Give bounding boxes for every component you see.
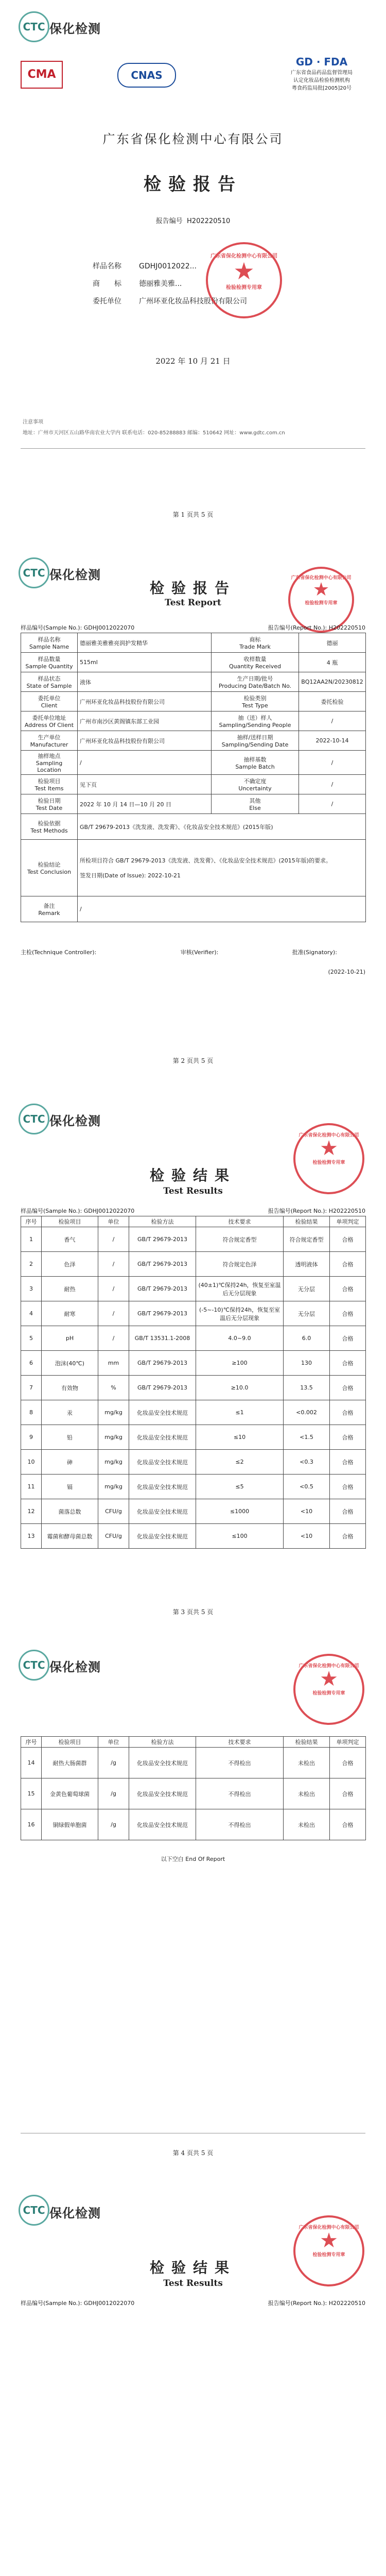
table-cell: 砷 (42, 1450, 98, 1475)
column-header: 单位 (98, 1737, 129, 1748)
table-cell: 不得检出 (196, 1778, 284, 1809)
page-number: 第 2 页共 5 页 (172, 1057, 214, 1064)
table-row (21, 1499, 366, 1524)
results-title-en: Test Results (163, 1186, 223, 1196)
table-cell: 铅 (42, 1425, 98, 1450)
table-cell: GB/T 29679-2013 (129, 1301, 196, 1326)
field-value: / (299, 751, 366, 775)
cover-field: 商 标 德丽雅美雅... (93, 280, 182, 288)
fda-line-3: 粤食药监局批[2005]20号 (292, 86, 352, 91)
table-row (21, 1301, 366, 1326)
table-cell: 符合规定香型 (284, 1227, 330, 1252)
table-cell: ≤1000 (196, 1499, 284, 1524)
table-cell: 合格 (330, 1351, 366, 1376)
table-cell: 泡沫(40℃) (42, 1351, 98, 1376)
red-seal: 广东省保化检测中心有限公司 ★ 检验检测专用章 (206, 242, 282, 318)
field-value: 2022 年 10 月 14 日—10 月 20 日 (78, 794, 212, 814)
field-value: / (299, 794, 366, 814)
column-header: 检验方法 (129, 1737, 196, 1748)
table-cell: 符合规定香型 (196, 1227, 284, 1252)
field-label: 委托单位 Client (21, 692, 78, 711)
table-row (21, 731, 366, 751)
table-cell: / (98, 1301, 129, 1326)
results-title: 检验结果 (149, 1167, 236, 1184)
ctc-logo: CTC (19, 11, 49, 42)
table-cell: 耐热大肠菌群 (42, 1748, 98, 1778)
page-number: 第 4 页共 5 页 (172, 2149, 214, 2157)
table-cell: 铜绿假单胞菌 (42, 1809, 98, 1840)
table-cell: 4.0~9.0 (196, 1326, 284, 1351)
table-cell: 合格 (330, 1326, 366, 1351)
table-cell: 10 (21, 1450, 42, 1475)
field-value: / (299, 775, 366, 794)
table-cell: 合格 (330, 1778, 366, 1809)
org-short-name: 保化检测 (49, 568, 101, 582)
table-cell: 11 (21, 1475, 42, 1499)
table-cell: 合格 (330, 1376, 366, 1400)
table-cell: GB/T 29679-2013 (129, 1252, 196, 1277)
page-number: 第 3 页共 5 页 (172, 1608, 214, 1616)
table-row (21, 1400, 366, 1425)
table-cell: 未检出 (284, 1809, 330, 1840)
red-seal: 广东省保化检测中心有限公司 ★ 检验检测专用章 (293, 1654, 364, 1725)
column-header: 技术要求 (196, 1737, 284, 1748)
field-value: 委托检验 (299, 692, 366, 711)
table-cell: 化妆品安全技术规范 (129, 1425, 196, 1450)
table-cell: 耐热 (42, 1277, 98, 1301)
table-cell: 14 (21, 1748, 42, 1778)
field-value: 4 瓶 (299, 653, 366, 672)
table-cell: /g (98, 1748, 129, 1778)
table-cell: GB/T 29679-2013 (129, 1227, 196, 1252)
table-cell: 13 (21, 1524, 42, 1549)
field-value: 见下页 (78, 775, 212, 794)
field-value: GB/T 29679-2013《洗发液、洗发膏》、《化妆品安全技术规范》(2015年版) (78, 814, 366, 840)
table-cell: <1.5 (284, 1425, 330, 1450)
cma-badge: CMA (21, 61, 63, 89)
table-cell: 合格 (330, 1277, 366, 1301)
column-header: 单位 (98, 1216, 129, 1227)
table-cell: /g (98, 1809, 129, 1840)
table-cell: mg/kg (98, 1425, 129, 1450)
field-label: 检验结论 Test Conclusion (21, 840, 78, 896)
results-title-en: Test Results (163, 2278, 223, 2289)
table-row (21, 1748, 366, 1778)
ctc-logo: CTC (19, 2195, 49, 2226)
ctc-logo: CTC (19, 1650, 49, 1681)
table-row (21, 1778, 366, 1809)
table-row (21, 1252, 366, 1277)
sample-no: 样品编号(Sample No.): GDHJ0012022070 (21, 624, 135, 631)
table-cell: 5 (21, 1326, 42, 1351)
field-label: 检验类别 Test Type (212, 692, 299, 711)
sample-no: 样品编号(Sample No.): GDHJ0012022070 (21, 2300, 135, 2307)
results-page-3 (0, 2184, 386, 2576)
ctc-logo: CTC (19, 1104, 49, 1134)
table-cell: / (98, 1227, 129, 1252)
results-table (21, 1216, 366, 1549)
table-cell: 化妆品安全技术规范 (129, 1450, 196, 1475)
table-cell: 合格 (330, 1301, 366, 1326)
results-page-1 (0, 1092, 386, 1638)
table-cell: ≤100 (196, 1524, 284, 1549)
table-cell: <0.5 (284, 1475, 330, 1499)
field-label: 检验日期 Test Date (21, 794, 78, 814)
table-cell: 耐寒 (42, 1301, 98, 1326)
cover-date: 2022 年 10 月 21 日 (155, 357, 231, 366)
column-header: 序号 (21, 1737, 42, 1748)
table-cell: % (98, 1376, 129, 1400)
gd-fda-title: GD · FDA (295, 56, 348, 68)
red-seal: 广东省保化检测中心有限公司 ★ 检验检测专用章 (293, 2215, 364, 2286)
table-cell: 合格 (330, 1809, 366, 1840)
sign-review: 审核(Verifier): (180, 949, 219, 956)
table-cell: 合格 (330, 1425, 366, 1450)
table-cell: 香气 (42, 1227, 98, 1252)
table-cell: 8 (21, 1400, 42, 1425)
report-no: 报告编号(Report No.): H202220510 (268, 624, 365, 631)
table-cell: 不得检出 (196, 1809, 284, 1840)
table-cell: 无分层 (284, 1301, 330, 1326)
report-title: 检验报告 (149, 580, 236, 597)
table-cell: 合格 (330, 1400, 366, 1425)
field-value: BQ12AA2N/20230812 (299, 672, 366, 692)
table-cell: / (98, 1326, 129, 1351)
results-title: 检验结果 (149, 2259, 236, 2276)
field-value: / (78, 896, 366, 922)
sign-signatory: 批准(Signatory): (292, 949, 337, 956)
table-cell: 15 (21, 1778, 42, 1809)
table-cell: 合格 (330, 1499, 366, 1524)
column-header: 单项判定 (330, 1216, 366, 1227)
column-header: 单项判定 (330, 1737, 366, 1748)
issue-date-bottom: (2022-10-21) (328, 969, 365, 975)
field-label: 抽样/送样日期 Sampling/Sending Date (212, 731, 299, 751)
methods-row (21, 814, 366, 840)
table-row (21, 1809, 366, 1840)
table-row (21, 1326, 366, 1351)
field-value: 广州环亚化妆品科技股份有限公司 (78, 731, 212, 751)
table-row (21, 1227, 366, 1252)
field-label: 样品状态 State of Sample (21, 672, 78, 692)
table-cell: /g (98, 1778, 129, 1809)
remark-row (21, 896, 366, 922)
field-value: 液体 (78, 672, 212, 692)
report-no: 报告编号(Report No.): H202220510 (268, 2300, 365, 2307)
field-label: 样品名称 Sample Name (21, 633, 78, 653)
red-seal: 广东省保化检测中心有限公司 ★ 检验检测专用章 (293, 1123, 364, 1194)
table-cell: 镉 (42, 1475, 98, 1499)
table-cell: mg/kg (98, 1475, 129, 1499)
column-header: 检验方法 (129, 1216, 196, 1227)
table-cell: mg/kg (98, 1400, 129, 1425)
field-label: 生产单位 Manufacturer (21, 731, 78, 751)
field-value: / (78, 751, 212, 775)
table-row (21, 775, 366, 794)
table-cell: 13.5 (284, 1376, 330, 1400)
column-header: 序号 (21, 1216, 42, 1227)
table-cell: 130 (284, 1351, 330, 1376)
table-row (21, 633, 366, 653)
table-cell: <0.3 (284, 1450, 330, 1475)
table-cell: 16 (21, 1809, 42, 1840)
table-row (21, 672, 366, 692)
field-label: 备注 Remark (21, 896, 78, 922)
table-cell: CFU/g (98, 1524, 129, 1549)
org-short-name: 保化检测 (49, 1660, 101, 1674)
table-cell: 化妆品安全技术规范 (129, 1499, 196, 1524)
field-label: 检验项目 Test Items (21, 775, 78, 794)
table-cell: (40±1)℃保持24h，恢复至室温后无分层现象 (196, 1277, 284, 1301)
table-cell: mg/kg (98, 1450, 129, 1475)
results-page-2 (0, 1638, 386, 2184)
field-label: 收样数量 Quantity Received (212, 653, 299, 672)
table-cell: <0.002 (284, 1400, 330, 1425)
field-value: 德丽雅美雅雅亮润护发精华 (78, 633, 212, 653)
table-cell: ≤10 (196, 1425, 284, 1450)
table-cell: ≥10.0 (196, 1376, 284, 1400)
cover-notice (23, 417, 362, 436)
table-header-row (21, 1216, 366, 1227)
table-cell: 6.0 (284, 1326, 330, 1351)
table-header-row (21, 1737, 366, 1748)
table-cell: 有效物 (42, 1376, 98, 1400)
table-cell: 霉菌和酵母菌总数 (42, 1524, 98, 1549)
table-row (21, 653, 366, 672)
gd-fda-badge (278, 56, 365, 91)
table-cell: 未检出 (284, 1748, 330, 1778)
table-cell: ≤1 (196, 1400, 284, 1425)
field-label: 其他 Else (212, 794, 299, 814)
results-table-continued (21, 1736, 366, 1840)
field-value: 515ml (78, 653, 212, 672)
table-cell: 6 (21, 1351, 42, 1376)
org-short-name: 保化检测 (49, 22, 101, 36)
table-cell: (-5~-10)℃保持24h，恢复至室温后无分层现象 (196, 1301, 284, 1326)
table-cell: mm (98, 1351, 129, 1376)
fda-line-1: 广东省食品药品监督管理局 (291, 70, 353, 76)
table-cell: GB/T 29679-2013 (129, 1351, 196, 1376)
table-cell: 汞 (42, 1400, 98, 1425)
table-cell: 无分层 (284, 1277, 330, 1301)
table-row (21, 1376, 366, 1400)
table-cell: 化妆品安全技术规范 (129, 1524, 196, 1549)
cover-org-name: 广东省保化检测中心有限公司 (102, 132, 284, 146)
table-cell: 4 (21, 1301, 42, 1326)
field-value: / (299, 711, 366, 731)
cover-page (0, 0, 386, 546)
table-cell: GB/T 29679-2013 (129, 1277, 196, 1301)
table-cell: 合格 (330, 1475, 366, 1499)
table-cell: 符合规定色泽 (196, 1252, 284, 1277)
field-value: 广州市南沙区黄阁镇东部工业园 (78, 711, 212, 731)
table-cell: 未检出 (284, 1778, 330, 1809)
table-cell: 金黄色葡萄球菌 (42, 1778, 98, 1809)
table-cell: / (98, 1277, 129, 1301)
table-row (21, 1450, 366, 1475)
sample-no: 样品编号(Sample No.): GDHJ0012022070 (21, 1208, 135, 1214)
table-row (21, 794, 366, 814)
table-cell: 9 (21, 1425, 42, 1450)
red-seal: 广东省保化检测中心有限公司 ★ 检验检测专用章 (288, 567, 354, 633)
field-label: 抽样地点 Sampling Location (21, 751, 78, 775)
report-info-table (21, 633, 366, 922)
field-value: 德丽 (299, 633, 366, 653)
report-no: 报告编号(Report No.): H202220510 (268, 1208, 365, 1214)
table-cell: 合格 (330, 1748, 366, 1778)
table-row (21, 751, 366, 775)
table-cell: 菌落总数 (42, 1499, 98, 1524)
field-label: 抽样基数 Sample Batch (212, 751, 299, 775)
field-label: 生产日期/批号 Producing Date/Batch No. (212, 672, 299, 692)
table-cell: GB/T 29679-2013 (129, 1376, 196, 1400)
table-cell: GB/T 13531.1-2008 (129, 1326, 196, 1351)
table-row (21, 1475, 366, 1499)
org-short-name: 保化检测 (49, 2206, 101, 2221)
field-label: 样品数量 Sample Quantity (21, 653, 78, 672)
table-cell: 化妆品安全技术规范 (129, 1809, 196, 1840)
table-row (21, 692, 366, 711)
cover-report-no: 报告编号 H202220510 (155, 217, 231, 225)
column-header: 检验结果 (284, 1216, 330, 1227)
table-cell: 合格 (330, 1450, 366, 1475)
field-label: 商标 Trade Mark (212, 633, 299, 653)
table-cell: <10 (284, 1499, 330, 1524)
table-cell: 透明液体 (284, 1252, 330, 1277)
cnas-badge: CNAS (117, 63, 176, 88)
conclusion-value: 所检项目符合 GB/T 29679-2013《洗发液、洗发膏》、《化妆品安全技术规范》(2015年版)的要求。 签发日期(Date of Issue): 2022-10-21 (78, 840, 366, 896)
table-row (21, 711, 366, 731)
signatures (21, 948, 365, 956)
table-row (21, 1351, 366, 1376)
table-cell: 3 (21, 1277, 42, 1301)
table-cell: 化妆品安全技术规范 (129, 1778, 196, 1809)
table-cell: 2 (21, 1252, 42, 1277)
table-cell: ≤5 (196, 1475, 284, 1499)
table-cell: pH (42, 1326, 98, 1351)
field-label: 抽（送）样人 Sampling/Sending People (212, 711, 299, 731)
cover-title: 检验报告 (144, 174, 242, 195)
org-short-name: 保化检测 (49, 1114, 101, 1128)
table-cell: 合格 (330, 1524, 366, 1549)
field-value: 广州环亚化妆品科技股份有限公司 (78, 692, 212, 711)
table-cell: CFU/g (98, 1499, 129, 1524)
table-cell: 合格 (330, 1227, 366, 1252)
column-header: 检验结果 (284, 1737, 330, 1748)
table-cell: / (98, 1252, 129, 1277)
table-cell: 12 (21, 1499, 42, 1524)
report-page (0, 546, 386, 1092)
table-cell: 1 (21, 1227, 42, 1252)
conclusion-row (21, 840, 366, 896)
table-cell: 化妆品安全技术规范 (129, 1748, 196, 1778)
table-row (21, 1277, 366, 1301)
field-label: 委托单位地址 Address Of Client (21, 711, 78, 731)
field-label: 检验依据 Test Methods (21, 814, 78, 840)
ctc-logo: CTC (19, 557, 49, 588)
end-of-report: 以下空白 End Of Report (161, 1856, 225, 1862)
table-cell: 不得检出 (196, 1748, 284, 1778)
page-number: 第 1 页共 5 页 (172, 511, 214, 518)
table-row (21, 1524, 366, 1549)
fda-line-2: 认定化妆品检验检测机构 (293, 78, 350, 83)
table-row (21, 1425, 366, 1450)
table-cell: ≥100 (196, 1351, 284, 1376)
table-cell: <10 (284, 1524, 330, 1549)
column-header: 检验项目 (42, 1216, 98, 1227)
field-value: 2022-10-14 (299, 731, 366, 751)
sign-tech: 主检(Technique Controller): (21, 949, 97, 956)
report-title-en: Test Report (165, 598, 221, 608)
footer-address: 地址：广州市天河区五山路华南农业大学内 联系电话：020-85288883 邮编：510642 网址：www.gdtc.com.cn (23, 430, 285, 436)
table-cell: 7 (21, 1376, 42, 1400)
table-cell: ≤2 (196, 1450, 284, 1475)
cover-field: 委托单位 广州环亚化妆品科技股份有限公司 (93, 297, 247, 306)
cover-field: 样品名称 GDHJ0012022... (93, 262, 197, 270)
column-header: 技术要求 (196, 1216, 284, 1227)
table-cell: 化妆品安全技术规范 (129, 1400, 196, 1425)
table-cell: 合格 (330, 1252, 366, 1277)
table-cell: 化妆品安全技术规范 (129, 1475, 196, 1499)
table-cell: 色泽 (42, 1252, 98, 1277)
field-label: 不确定度 Uncertainty (212, 775, 299, 794)
column-header: 检验项目 (42, 1737, 98, 1748)
notice-title: 注意事项 (23, 419, 43, 425)
